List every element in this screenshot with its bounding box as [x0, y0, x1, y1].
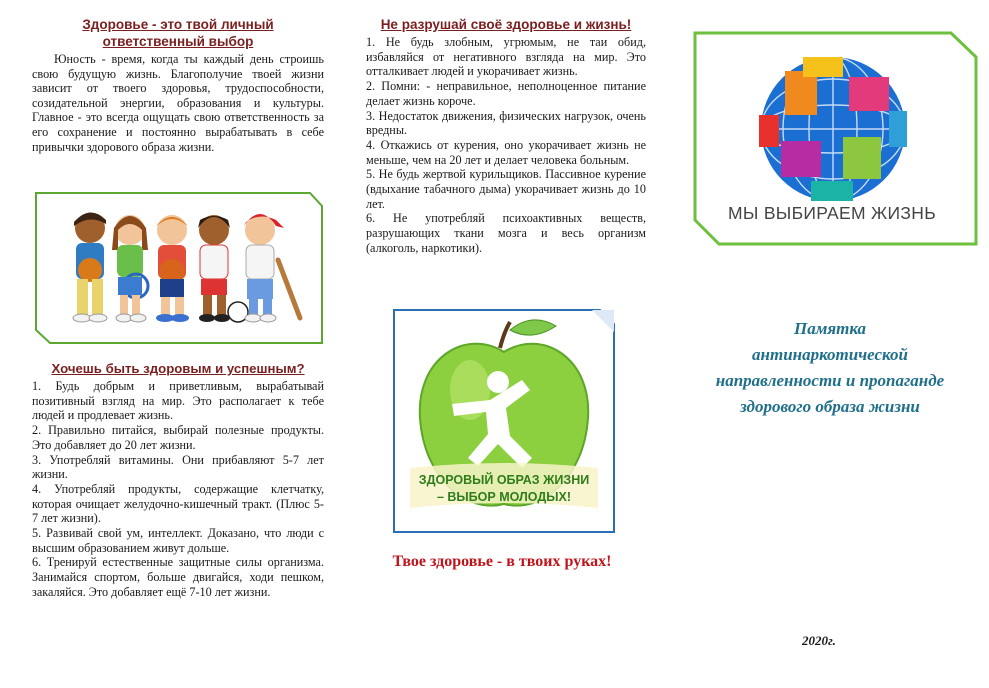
- list-item: 6. Не употребляй психоактивных веществ, разрушающих ткани мозга и весь организм (алкоголь, наркотики).: [366, 211, 646, 255]
- cover-title: [700, 316, 960, 420]
- healthy-tips-list: [32, 379, 324, 600]
- list-item: 1. Не будь злобным, угрюмым, не таи обид, избавляйся от негативного взгляда на мир. Это отталкивает людей и укорачивает жизнь.: [366, 35, 646, 79]
- list-item: 5. Не будь жертвой курильщиков. Пассивное курение (вдыхание табачного дыма) укорачивает жизнь до 10 лет.: [366, 167, 646, 211]
- slogan: Твое здоровье - в твоих руках!: [392, 553, 612, 570]
- year-label: 2020г.: [802, 633, 836, 648]
- left-panel: [32, 16, 324, 154]
- logo-svg: [693, 31, 978, 246]
- kids-illustration-svg: [32, 190, 324, 346]
- intro-paragraph: Юность - время, когда ты каждый день строишь свою будущую жизнь. Благополучие твоей жизни зависит от твоего здоровья, трудоспособности, созидательной энергии, образования и культуры. Главное - это всегда ощущать свою ответственность за его сохранение и постоянно вырабатывать в себе привычки здорового образа жизни.: [32, 52, 324, 154]
- apple-illustration: [392, 308, 616, 534]
- heading-responsible-choice-line2: ответственный выбор: [102, 34, 254, 49]
- list-item: 4. Откажись от курения, оно укорачивает жизнь не меньше, чем на 20 лет и делает человека больным.: [366, 137, 646, 167]
- cover-title-line: антинаркотической: [752, 345, 908, 364]
- cover-title-line: направленности и пропаганде: [715, 371, 945, 390]
- heading-responsible-choice-line1: Здоровье - это твой личный: [82, 17, 274, 32]
- list-item: 5. Развивай свой ум, интеллект. Доказано, что люди с высшим образованием живут дольше.: [32, 526, 324, 555]
- kids-illustration: [32, 190, 324, 346]
- list-item: 2. Правильно питайся, выбирай полезные продукты. Это добавляет до 20 лет жизни.: [32, 423, 324, 452]
- heading-healthy-successful: Хочешь быть здоровым и успешным?: [51, 361, 305, 376]
- left-panel-lower: [32, 360, 324, 600]
- list-item: 6. Тренируй естественные защитные силы организма. Занимайся спортом, больше двигайся, ходи пешком, закаляйся. Это добавляет ещё 7-10 лет жизни.: [32, 555, 324, 599]
- heading-dont-destroy: Не разрушай своё здоровье и жизнь!: [380, 17, 632, 32]
- list-item: 3. Недостаток движения, физических нагрузок, очень вредны.: [366, 108, 646, 138]
- warnings-list: [366, 35, 646, 256]
- list-item: 4. Употребляй продукты, содержащие клетчатку, которая очищает желудочно-кишечный тракт. (Плюс 5-7 лет жизни).: [32, 481, 324, 526]
- cover-title-line: здорового образа жизни: [740, 397, 920, 416]
- apple-caption-line2: – ВЫБОР МОЛОДЫХ!: [436, 490, 572, 504]
- logo-box: [693, 31, 978, 246]
- list-item: 3. Употребляй витамины. Они прибавляют 5-7 лет жизни.: [32, 452, 324, 482]
- apple-caption-line1: ЗДОРОВЫЙ ОБРАЗ ЖИЗНИ: [418, 473, 590, 487]
- list-item: 1. Будь добрым и приветливым, вырабатывай позитивный взгляд на мир. Это располагает к тебе людей и продлевает жизнь.: [32, 379, 324, 423]
- list-item: 2. Помни: - неправильное, неполноценное питание делает жизнь короче.: [366, 79, 646, 108]
- middle-panel: [366, 16, 646, 256]
- logo-text: МЫ ВЫБИРАЕМ ЖИЗНЬ: [728, 203, 936, 223]
- apple-illustration-svg: [392, 308, 616, 534]
- cover-title-line: Памятка: [793, 319, 867, 338]
